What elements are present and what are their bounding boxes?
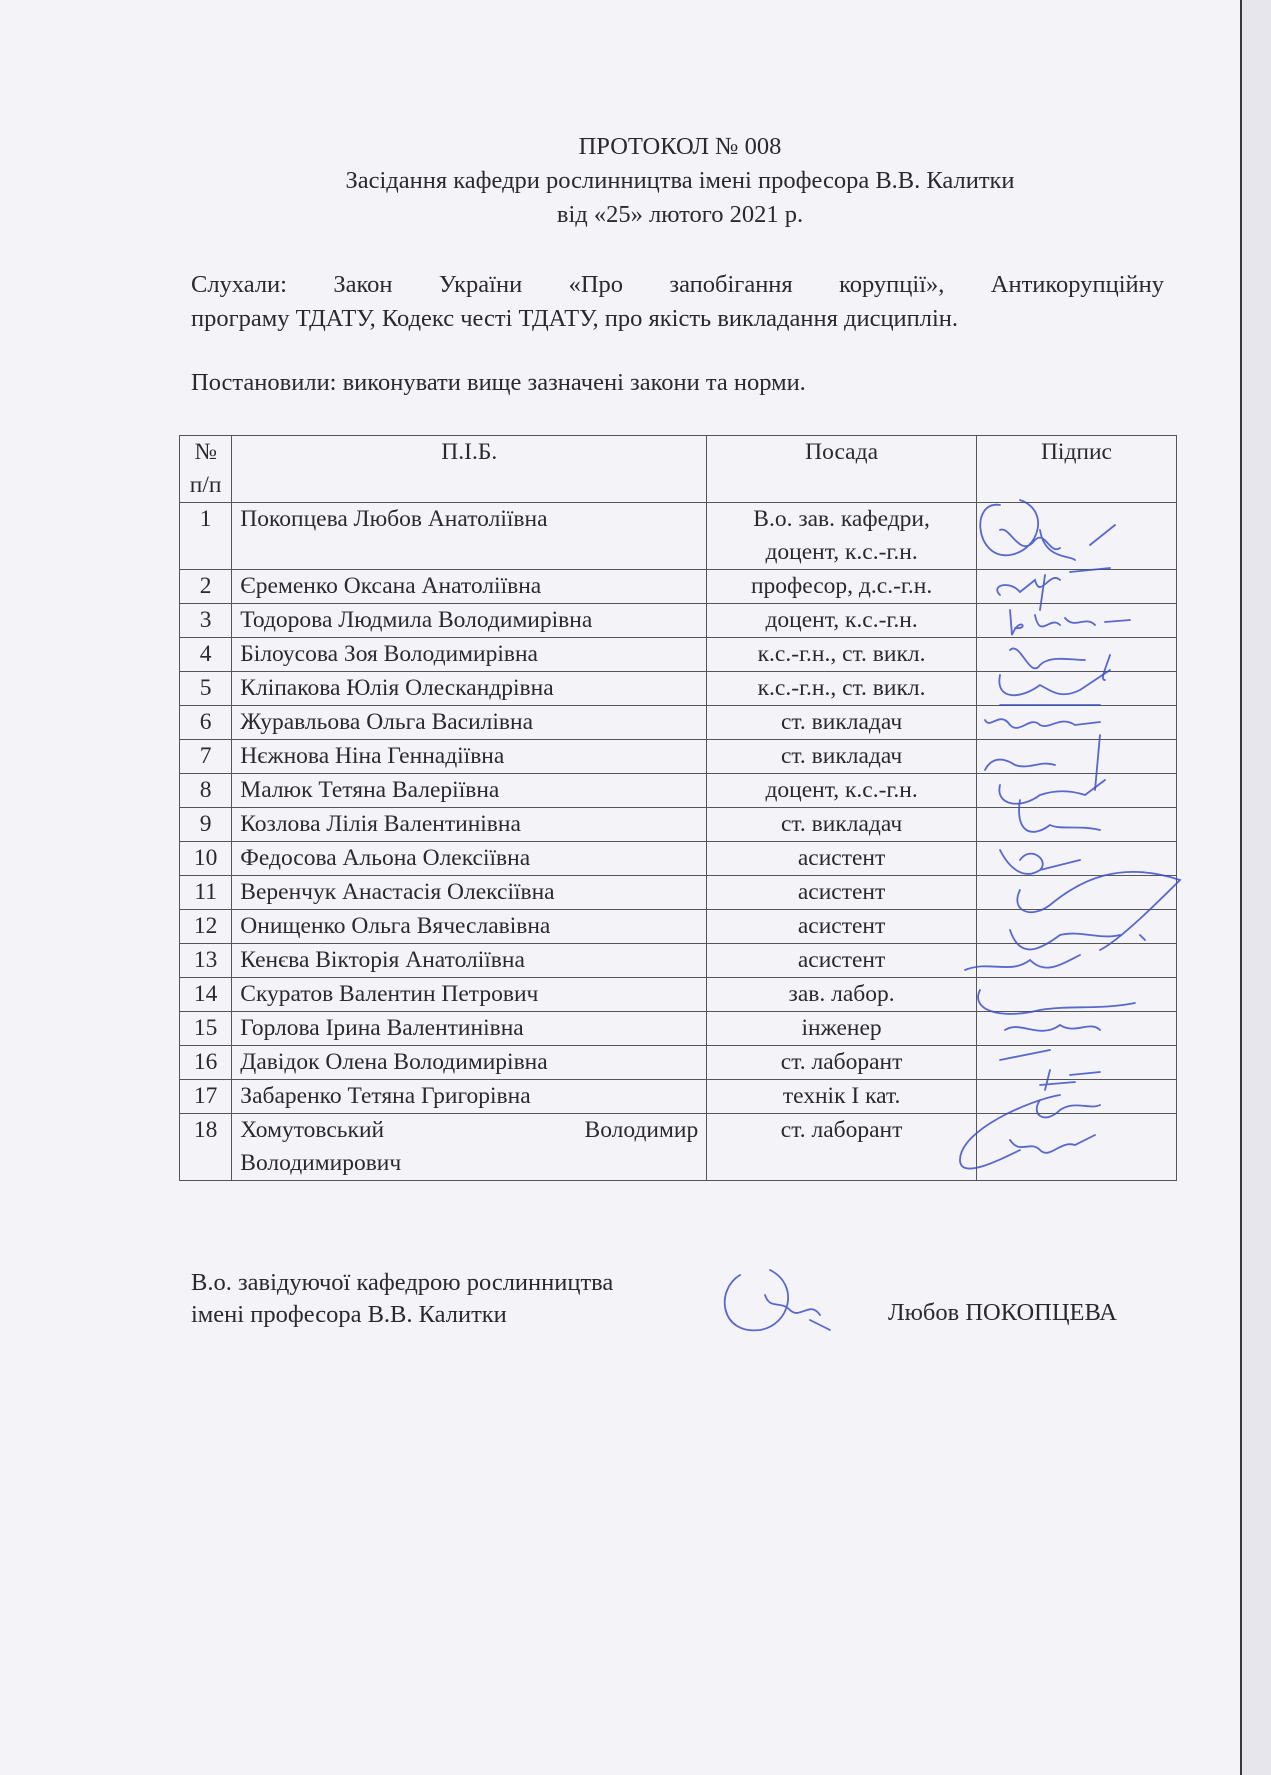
table-row xyxy=(180,774,1177,808)
member-name: Білоусова Зоя Володимирівна xyxy=(232,638,707,672)
row-number: 4 xyxy=(180,638,232,672)
member-name: Малюк Тетяна Валеріївна xyxy=(232,774,707,808)
signature-cell xyxy=(976,774,1176,808)
member-name: Забаренко Тетяна Григорівна xyxy=(232,1080,707,1114)
row-number: 2 xyxy=(180,570,232,604)
signature-cell xyxy=(976,1046,1176,1080)
heard-line-2: програму ТДАТУ, Кодекс честі ТДАТУ, про якість викладання дисциплін. xyxy=(191,305,959,332)
member-name: Веренчук Анастасія Олексіївна xyxy=(232,876,707,910)
signature-cell xyxy=(976,503,1176,570)
member-name: Тодорова Людмила Володимирівна xyxy=(232,604,707,638)
table-header-row xyxy=(180,436,1177,503)
member-name: Покопцева Любов Анатоліївна xyxy=(232,503,707,570)
footer-role-line-2: імені професора В.В. Калитки xyxy=(191,1301,507,1328)
table-row xyxy=(180,1046,1177,1080)
row-number: 7 xyxy=(180,740,232,774)
table-row xyxy=(180,1080,1177,1114)
signature-cell xyxy=(976,978,1176,1012)
member-position: зав. лабор. xyxy=(707,978,977,1012)
table-row xyxy=(180,978,1177,1012)
member-position: к.с.-г.н., ст. викл. xyxy=(707,672,977,706)
member-name: Журавльова Ольга Василівна xyxy=(232,706,707,740)
row-number: 15 xyxy=(180,1012,232,1046)
signature-cell xyxy=(976,638,1176,672)
signature-cell xyxy=(976,944,1176,978)
row-number: 12 xyxy=(180,910,232,944)
signature-cell xyxy=(976,1080,1176,1114)
member-name: Давідок Олена Володимирівна xyxy=(232,1046,707,1080)
member-position: ст. викладач xyxy=(707,740,977,774)
member-position: ст. викладач xyxy=(707,808,977,842)
member-position: В.о. зав. кафедри, доцент, к.с.-г.н. xyxy=(707,503,977,570)
member-position: асистент xyxy=(707,876,977,910)
heard-paragraph xyxy=(191,268,1164,336)
member-position: ст. лаборант xyxy=(707,1114,977,1181)
row-number: 5 xyxy=(180,672,232,706)
member-name: Кліпакова Юлія Олескандрівна xyxy=(232,672,707,706)
signature-cell xyxy=(976,808,1176,842)
signature-cell xyxy=(976,740,1176,774)
heard-line-1: Слухали: Закон України «Про запобігання корупції», Антикорупційну xyxy=(191,271,1164,298)
member-name: Єременко Оксана Анатоліївна xyxy=(232,570,707,604)
protocol-title: ПРОТОКОЛ № 008 xyxy=(578,133,782,160)
member-position: доцент, к.с.-г.н. xyxy=(707,774,977,808)
footer-role-line-1: В.о. завідуючої кафедрою рослинництва xyxy=(191,1269,614,1296)
row-number: 16 xyxy=(180,1046,232,1080)
row-number: 14 xyxy=(180,978,232,1012)
row-number: 17 xyxy=(180,1080,232,1114)
signature-cell xyxy=(976,672,1176,706)
table-row xyxy=(180,706,1177,740)
signature-cell xyxy=(976,876,1176,910)
signature-cell xyxy=(976,910,1176,944)
table-row xyxy=(180,944,1177,978)
table-row xyxy=(180,570,1177,604)
member-position: асистент xyxy=(707,944,977,978)
member-name: Скуратов Валентин Петрович xyxy=(232,978,707,1012)
signature-cell xyxy=(976,604,1176,638)
member-name: Козлова Лілія Валентинівна xyxy=(232,808,707,842)
resolved-paragraph: Постановили: виконувати вище зазначені закони та норми. xyxy=(191,369,806,396)
member-position: асистент xyxy=(707,842,977,876)
row-number: 8 xyxy=(180,774,232,808)
table-row xyxy=(180,842,1177,876)
member-position: ст. викладач xyxy=(707,706,977,740)
header-name: П.І.Б. xyxy=(232,436,707,503)
attendance-table xyxy=(179,435,1177,1181)
footer-role xyxy=(191,1267,613,1331)
header-signature: Підпис xyxy=(976,436,1176,503)
row-number: 6 xyxy=(180,706,232,740)
signature-cell xyxy=(976,1114,1176,1181)
table-row xyxy=(180,672,1177,706)
header-position: Посада xyxy=(707,436,977,503)
row-number: 9 xyxy=(180,808,232,842)
scan-margin xyxy=(1242,0,1271,1775)
signature-cell xyxy=(976,706,1176,740)
member-position: професор, д.с.-г.н. xyxy=(707,570,977,604)
table-row xyxy=(180,876,1177,910)
member-name: Кенєва Вікторія Анатоліївна xyxy=(232,944,707,978)
row-number: 18 xyxy=(180,1114,232,1181)
page-edge xyxy=(1240,0,1242,1775)
signature-cell xyxy=(976,1012,1176,1046)
member-name xyxy=(232,1114,707,1181)
table-row xyxy=(180,740,1177,774)
member-name: Нєжнова Ніна Геннадіївна xyxy=(232,740,707,774)
header-number: № п/п xyxy=(180,436,232,503)
member-position: асистент xyxy=(707,910,977,944)
member-position: технік І кат. xyxy=(707,1080,977,1114)
row-number: 13 xyxy=(180,944,232,978)
footer-signatory-name: Любов ПОКОПЦЕВА xyxy=(888,1299,1117,1326)
member-name: Горлова Ірина Валентинівна xyxy=(232,1012,707,1046)
table-row xyxy=(180,808,1177,842)
row-number: 10 xyxy=(180,842,232,876)
signature-cell xyxy=(976,570,1176,604)
member-name-line-2: Володимирович xyxy=(240,1150,402,1176)
table-row xyxy=(180,638,1177,672)
member-position: доцент, к.с.-г.н. xyxy=(707,604,977,638)
table-row xyxy=(180,1012,1177,1046)
table-row xyxy=(180,1114,1177,1181)
member-name-line-1: Хомутовський Володимир xyxy=(240,1117,699,1143)
member-position: к.с.-г.н., ст. викл. xyxy=(707,638,977,672)
table-row xyxy=(180,503,1177,570)
member-name: Онищенко Ольга Вячеславівна xyxy=(232,910,707,944)
member-name: Федосова Альона Олексіївна xyxy=(232,842,707,876)
member-position: ст. лаборант xyxy=(707,1046,977,1080)
meeting-date: від «25» лютого 2021 р. xyxy=(556,201,804,228)
member-position: інженер xyxy=(707,1012,977,1046)
signature-cell xyxy=(976,842,1176,876)
footer-signature xyxy=(725,1270,830,1330)
row-number: 1 xyxy=(180,503,232,570)
table-row xyxy=(180,910,1177,944)
table-row xyxy=(180,604,1177,638)
row-number: 3 xyxy=(180,604,232,638)
row-number: 11 xyxy=(180,876,232,910)
meeting-subtitle: Засідання кафедри рослинництва імені професора В.В. Калитки xyxy=(345,167,1015,194)
